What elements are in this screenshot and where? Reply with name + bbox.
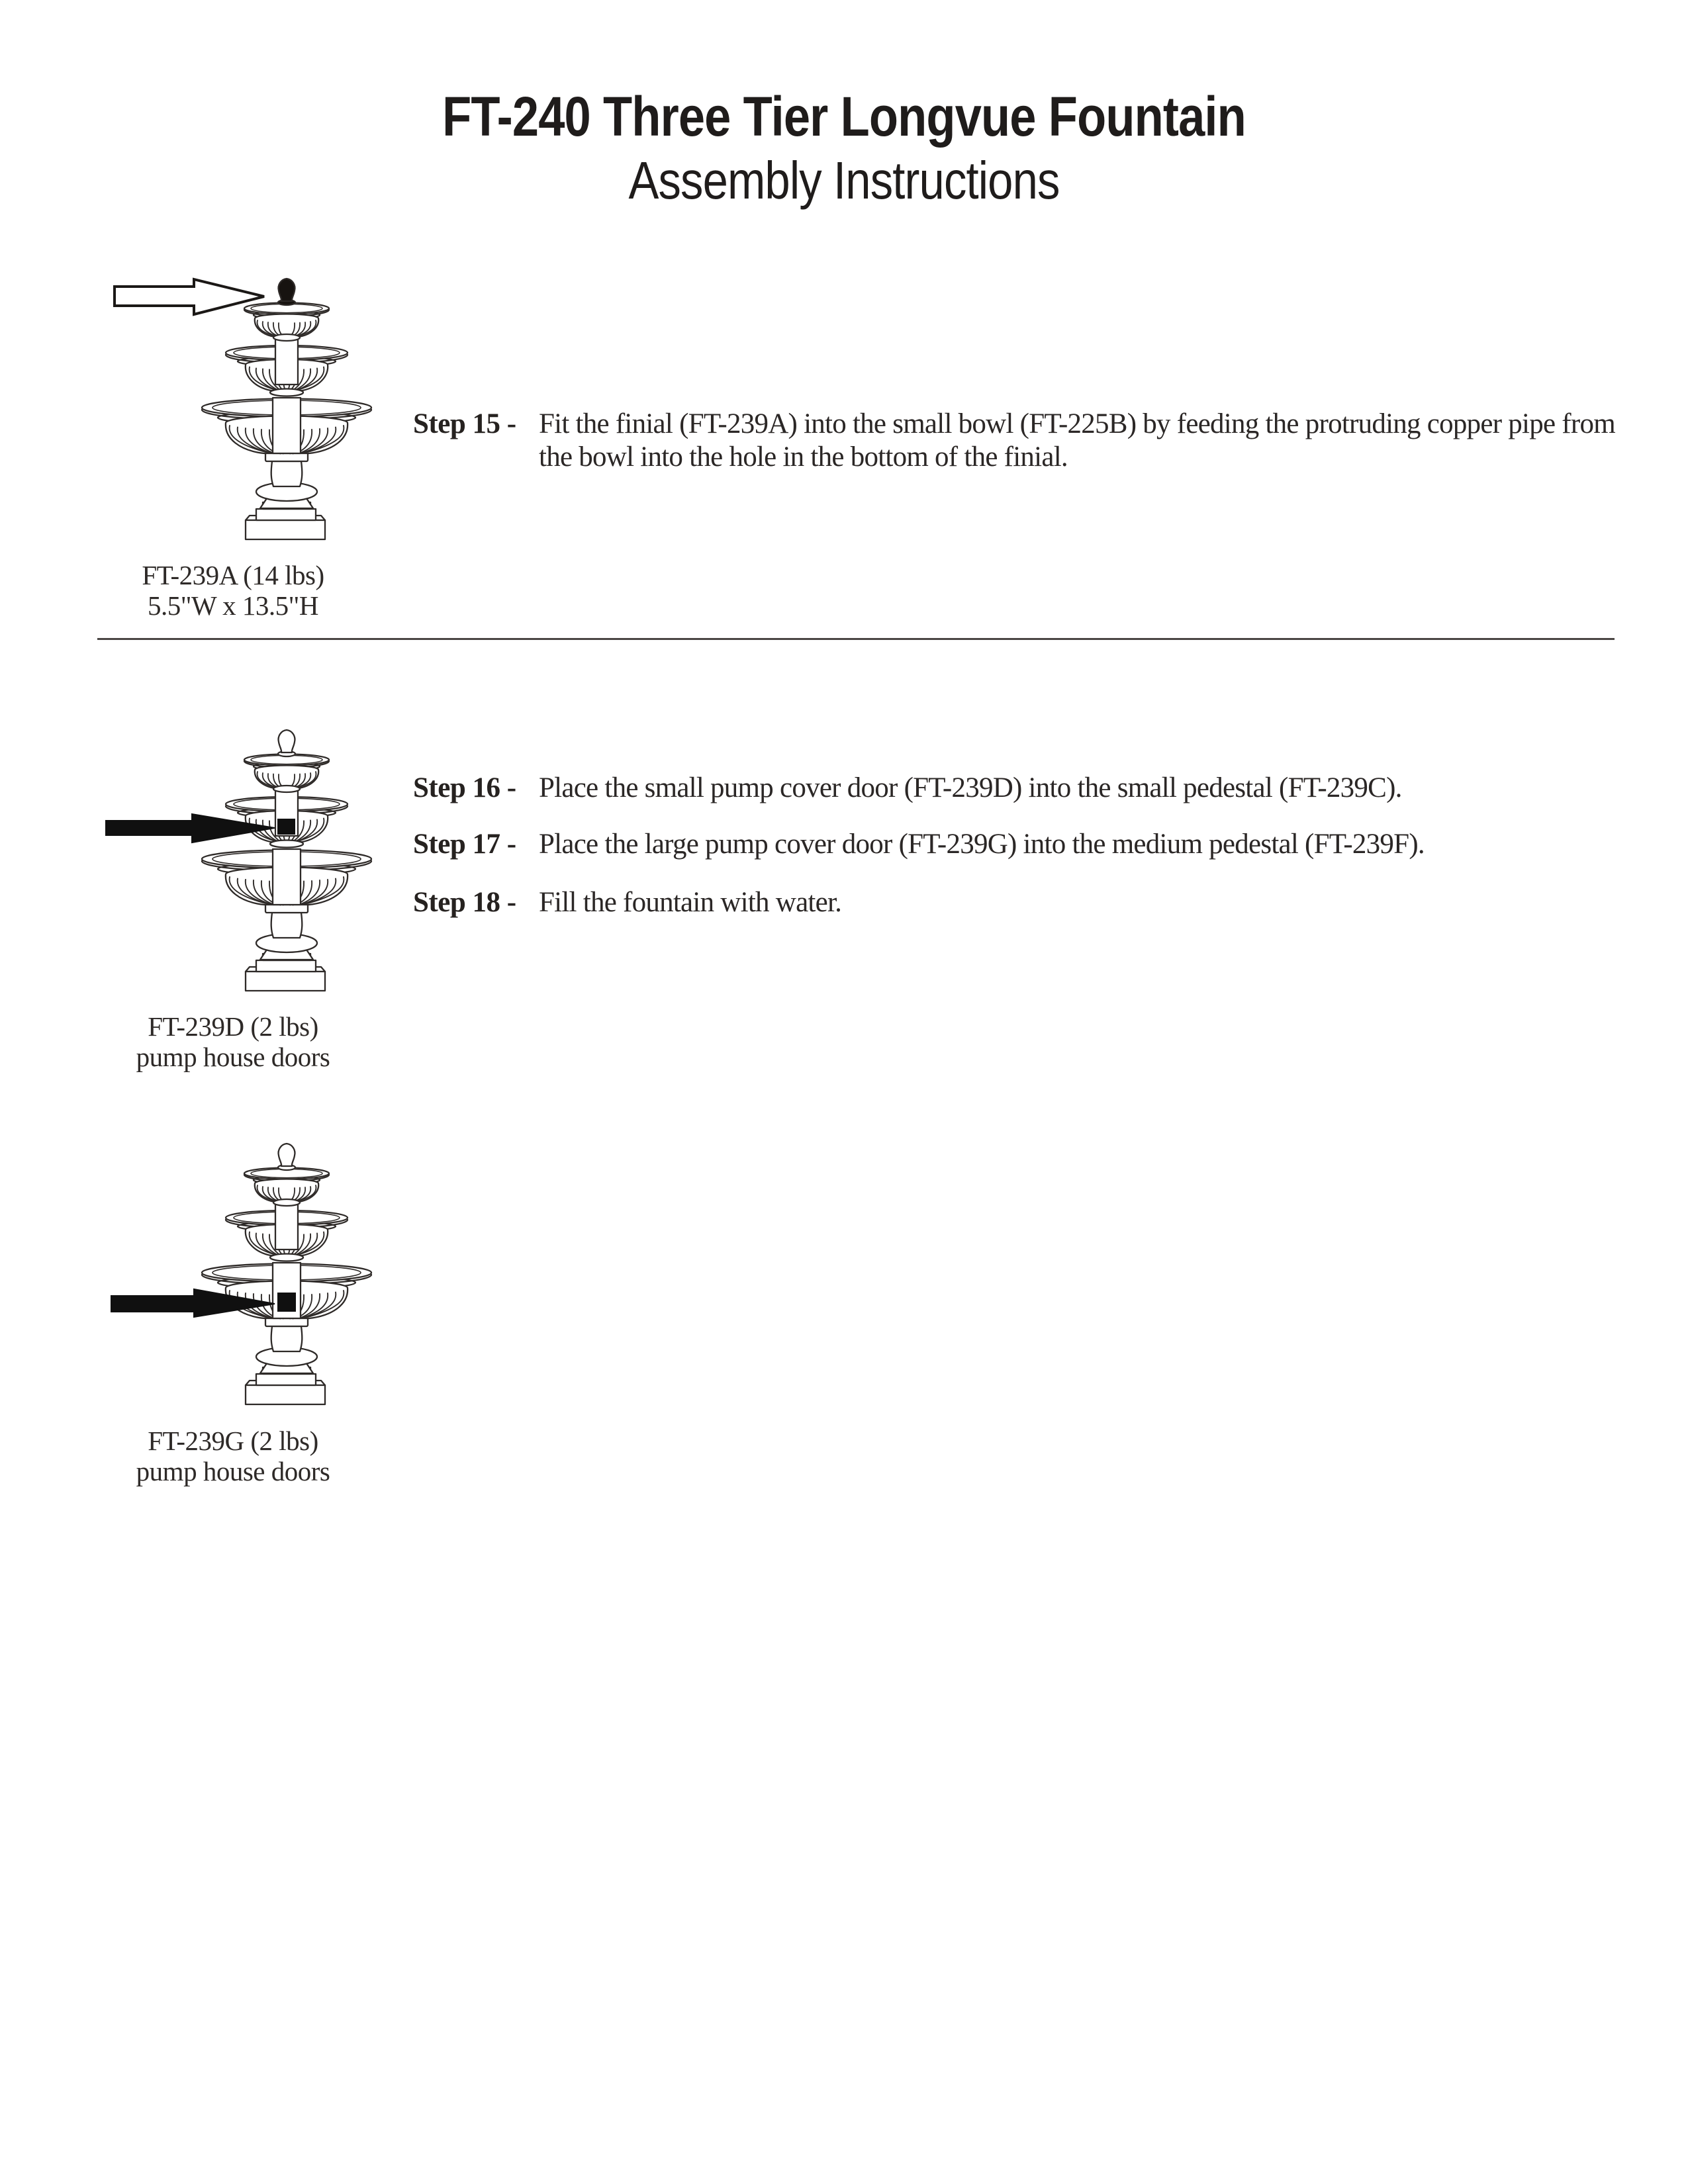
fountain-illustration xyxy=(101,719,379,1004)
page-subtitle: Assembly Instructions xyxy=(628,151,1060,210)
figure-small-pump-door xyxy=(101,719,379,1004)
part-description-label: pump house doors xyxy=(136,1456,330,1486)
fountain-illustration xyxy=(101,1133,379,1418)
part-number-label: FT-239D (2 lbs) xyxy=(148,1011,318,1042)
outline-arrow-right-icon xyxy=(115,279,264,314)
title-block xyxy=(0,83,1688,212)
part-number-label: FT-239A (14 lbs) xyxy=(142,560,324,590)
fountain-illustration xyxy=(101,268,379,553)
figure-caption xyxy=(101,560,365,621)
part-description-label: pump house doors xyxy=(136,1042,330,1072)
part-number-label: FT-239G (2 lbs) xyxy=(148,1426,318,1456)
step-number-label: Step 17 - xyxy=(413,829,516,860)
figure-large-pump-door xyxy=(101,1133,379,1418)
page-title: FT-240 Three Tier Longvue Fountain xyxy=(442,85,1246,148)
section-divider xyxy=(97,638,1615,640)
step-row xyxy=(413,886,1630,919)
pump-door-highlight xyxy=(277,819,295,835)
step-number-label: Step 15 - xyxy=(413,408,516,439)
figure-caption xyxy=(101,1011,365,1072)
step-instruction-text: Place the large pump cover door (FT-239G) into the medium pedestal (FT-239F). xyxy=(539,829,1425,860)
step-instruction-text: Fill the fountain with water. xyxy=(539,887,842,918)
figure-caption xyxy=(101,1426,365,1486)
step-number-label: Step 18 - xyxy=(413,887,516,918)
step-instruction-text: Place the small pump cover door (FT-239D) into the small pedestal (FT-239C). xyxy=(539,772,1402,803)
pump-door-highlight xyxy=(277,1293,296,1312)
step-row xyxy=(413,828,1630,861)
part-dimensions-label: 5.5"W x 13.5"H xyxy=(147,590,319,621)
step-row xyxy=(413,408,1630,474)
step-instruction-text: Fit the finial (FT-239A) into the small bowl (FT-225B) by feeding the protruding copper pipe from the bowl into the hole in the bottom of the finial. xyxy=(539,408,1615,473)
step-number-label: Step 16 - xyxy=(413,772,516,803)
figure-finial xyxy=(101,268,379,553)
step-row xyxy=(413,772,1630,805)
